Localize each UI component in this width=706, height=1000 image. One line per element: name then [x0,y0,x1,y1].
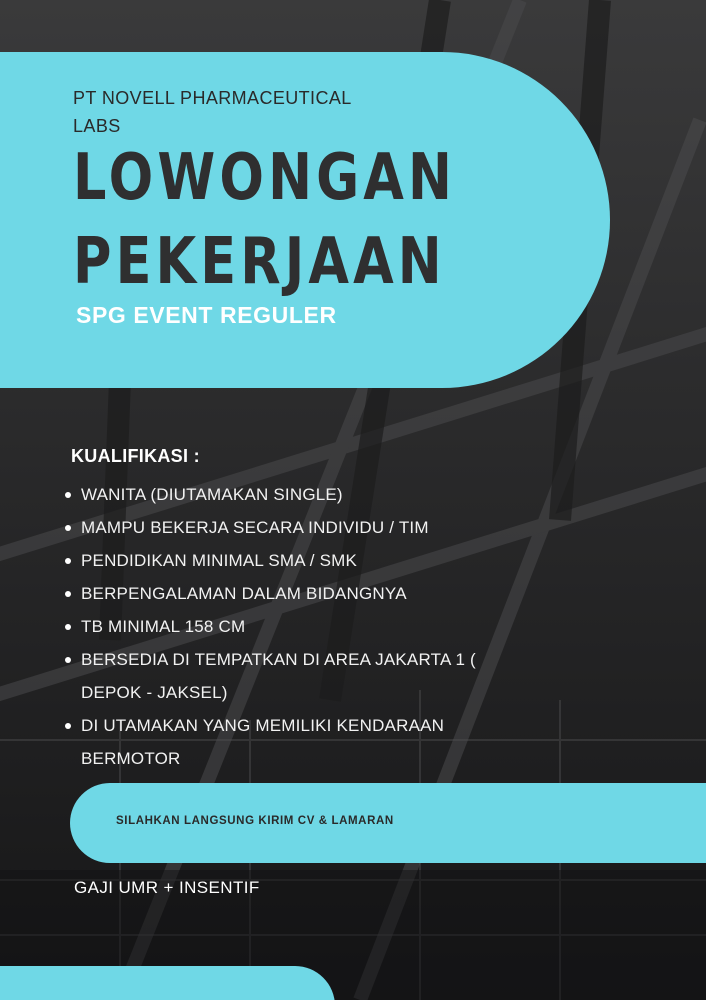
salary-text: GAJI UMR + INSENTIF [74,878,260,897]
job-position-title: SPG EVENT REGULER [76,302,337,328]
qualification-item: WANITA (DIUTAMAKAN SINGLE) [63,478,501,511]
qualification-item: BERSEDIA DI TEMPATKAN DI AREA JAKARTA 1 ( DEPOK - JAKSEL) [63,643,501,709]
qualifications-heading: KUALIFIKASI : [71,446,200,466]
qualification-item: BERPENGALAMAN DALAM BIDANGNYA [63,577,501,610]
headline-line-2: PEKERJAAN [73,225,446,299]
qualification-item: TB MINIMAL 158 CM [63,610,501,643]
cta-text: SILAHKAN LANGSUNG KIRIM CV & LAMARAN [116,815,394,827]
footer-accent-shape [0,966,335,1000]
cta-banner [70,783,706,863]
qualification-item: PENDIDIKAN MINIMAL SMA / SMK [63,544,501,577]
qualification-item: DI UTAMAKAN YANG MEMILIKI KENDARAAN BERMOTOR [63,709,501,775]
headline-line-1: LOWONGAN [73,141,457,215]
qualification-item: MAMPU BEKERJA SECARA INDIVIDU / TIM [63,511,501,544]
qualifications-list [63,478,501,775]
company-name: PT NOVELL PHARMACEUTICAL LABS [73,88,352,136]
